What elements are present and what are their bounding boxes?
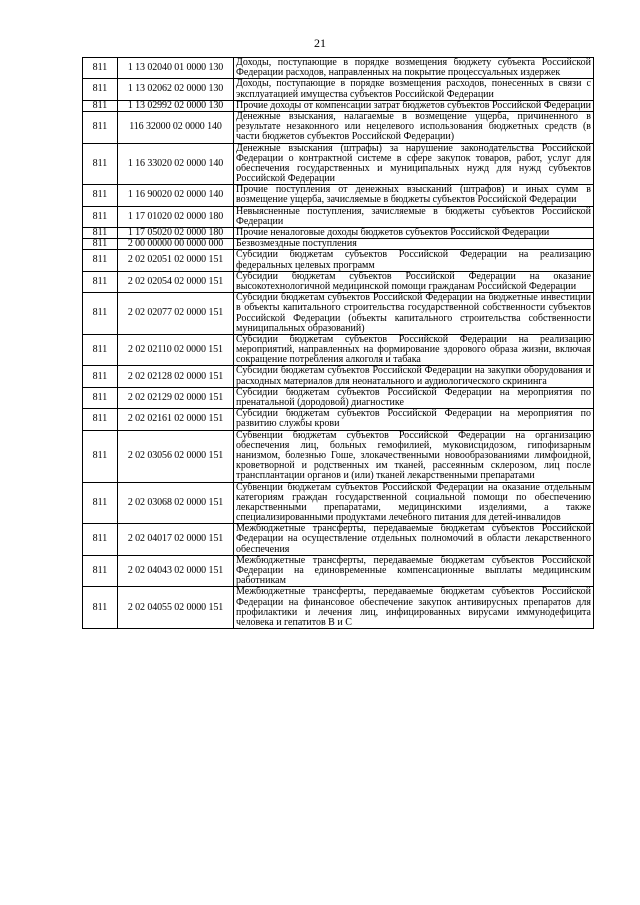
budget-code-cell: 2 02 02054 02 0000 151 — [118, 271, 234, 292]
table-row — [83, 111, 594, 143]
admin-code-cell: 811 — [83, 587, 118, 629]
table-row — [83, 387, 594, 408]
table-row — [83, 293, 594, 335]
budget-code-cell: 2 02 02161 02 0000 151 — [118, 409, 234, 430]
table-body — [83, 58, 594, 629]
revenue-name-cell: Субвенции бюджетам субъектов Российской Федерации на оказание отдельным категориям граждан государственной социальной помощи по обеспечению лекарственными препаратами, медицинскими изделиями, а также специализированными продуктами лечебного питания для детей-инвалидов — [234, 482, 594, 524]
admin-code-cell: 811 — [83, 524, 118, 556]
revenue-name-cell: Субсидии бюджетам субъектов Российской Федерации на оказание высокотехнологичной медицинской помощи гражданам Российской Федерации — [234, 271, 594, 292]
revenue-name-cell: Невыясненные поступления, зачисляемые в бюджеты субъектов Российской Федерации — [234, 206, 594, 227]
revenue-name-cell: Субсидии бюджетам субъектов Российской Федерации на реализацию федеральных целевых программ — [234, 250, 594, 271]
revenue-name-cell: Субсидии бюджетам субъектов Российской Федерации на бюджетные инвестиции в объекты капитального строительства государственной собственности субъектов Российской Федерации (объекты капитального строительства собственности муниципальных образований) — [234, 293, 594, 335]
revenue-name-cell: Межбюджетные трансферты, передаваемые бюджетам субъектов Российской Федерации на финансовое обеспечение закупок антивирусных препаратов для профилактики и лечения лиц, инфицированных вирусами иммунодефицита человека и гепатитов В и С — [234, 587, 594, 629]
page-number: 21 — [314, 36, 326, 50]
revenue-name-cell: Доходы, поступающие в порядке возмещения бюджету субъекта Российской Федерации расходов, направленных на покрытие процессуальных издержек — [234, 58, 594, 79]
budget-code-cell: 2 00 00000 00 0000 000 — [118, 239, 234, 250]
table-row — [83, 555, 594, 587]
revenue-name-cell: Субсидии бюджетам субъектов Российской Федерации на реализацию мероприятий, направленных на формирование здорового образа жизни, включая сокращение потребления алкоголя и табака — [234, 334, 594, 366]
admin-code-cell: 811 — [83, 185, 118, 206]
revenue-name-cell: Прочие неналоговые доходы бюджетов субъектов Российской Федерации — [234, 228, 594, 239]
table-row — [83, 58, 594, 79]
revenue-name-cell: Субвенции бюджетам субъектов Российской Федерации на организацию обеспечения лиц, больных гемофилией, муковисцидозом, гипофизарным нанизмом, болезнью Гоше, злокачественными новообразованиями лимфоидной, кроветворной и родственных им тканей, рассеянным склерозом, лиц после трансплантации органов и (или) тканей лекарственными препаратами — [234, 430, 594, 482]
table-row — [83, 366, 594, 387]
revenue-name-cell: Субсидии бюджетам субъектов Российской Федерации на мероприятия по развитию службы крови — [234, 409, 594, 430]
budget-code-cell: 2 02 03056 02 0000 151 — [118, 430, 234, 482]
admin-code-cell: 811 — [83, 334, 118, 366]
admin-code-cell: 811 — [83, 250, 118, 271]
admin-code-cell: 811 — [83, 58, 118, 79]
table-row — [83, 250, 594, 271]
table-row — [83, 239, 594, 250]
budget-code-cell: 1 17 01020 02 0000 180 — [118, 206, 234, 227]
admin-code-cell: 811 — [83, 239, 118, 250]
revenue-name-cell: Межбюджетные трансферты, передаваемые бюджетам субъектов Российской Федерации на единовременные компенсационные выплаты медицинским работникам — [234, 555, 594, 587]
revenue-name-cell: Субсидии бюджетам субъектов Российской Федерации на мероприятия по пренатальной (дородовой) диагностике — [234, 387, 594, 408]
table-row — [83, 334, 594, 366]
revenue-name-cell: Безвозмездные поступления — [234, 239, 594, 250]
table-row — [83, 185, 594, 206]
table-row — [83, 79, 594, 100]
budget-code-cell: 116 32000 02 0000 140 — [118, 111, 234, 143]
revenue-codes-table — [82, 57, 594, 629]
table-row — [83, 587, 594, 629]
admin-code-cell: 811 — [83, 366, 118, 387]
admin-code-cell: 811 — [83, 100, 118, 111]
budget-code-cell: 2 02 02128 02 0000 151 — [118, 366, 234, 387]
admin-code-cell: 811 — [83, 228, 118, 239]
revenue-name-cell: Субсидии бюджетам субъектов Российской Федерации на закупки оборудования и расходных материалов для неонатального и аудиологического скрининга — [234, 366, 594, 387]
table-row — [83, 524, 594, 556]
budget-code-cell: 1 17 05020 02 0000 180 — [118, 228, 234, 239]
budget-code-cell: 2 02 02110 02 0000 151 — [118, 334, 234, 366]
budget-code-cell: 2 02 02077 02 0000 151 — [118, 293, 234, 335]
table-row — [83, 430, 594, 482]
budget-code-cell: 2 02 04055 02 0000 151 — [118, 587, 234, 629]
admin-code-cell: 811 — [83, 111, 118, 143]
revenue-name-cell: Прочие доходы от компенсации затрат бюджетов субъектов Российской Федерации — [234, 100, 594, 111]
revenue-name-cell: Прочие поступления от денежных взысканий (штрафов) и иных сумм в возмещение ущерба, зачисляемые в бюджеты субъектов Российской Федерации — [234, 185, 594, 206]
budget-code-cell: 1 16 90020 02 0000 140 — [118, 185, 234, 206]
budget-code-cell: 2 02 04043 02 0000 151 — [118, 555, 234, 587]
revenue-name-cell: Денежные взыскания, налагаемые в возмещение ущерба, причиненного в результате незаконного или нецелевого использования бюджетных средств (в части бюджетов субъектов Российской Федерации) — [234, 111, 594, 143]
budget-code-cell: 2 02 03068 02 0000 151 — [118, 482, 234, 524]
admin-code-cell: 811 — [83, 430, 118, 482]
budget-code-cell: 1 16 33020 02 0000 140 — [118, 143, 234, 185]
revenue-name-cell: Межбюджетные трансферты, передаваемые бюджетам субъектов Российской Федерации на осуществление отдельных полномочий в области лекарственного обеспечения — [234, 524, 594, 556]
table-row — [83, 409, 594, 430]
budget-code-cell: 2 02 02051 02 0000 151 — [118, 250, 234, 271]
admin-code-cell: 811 — [83, 387, 118, 408]
table-row — [83, 206, 594, 227]
revenue-name-cell: Доходы, поступающие в порядке возмещения расходов, понесенных в связи с эксплуатацией имущества субъектов Российской Федерации — [234, 79, 594, 100]
admin-code-cell: 811 — [83, 555, 118, 587]
admin-code-cell: 811 — [83, 79, 118, 100]
table-row — [83, 482, 594, 524]
revenue-name-cell: Денежные взыскания (штрафы) за нарушение законодательства Российской Федерации о контрактной системе в сфере закупок товаров, работ, услуг для обеспечения государственных и муниципальных нужд для нужд субъектов Российской Федерации — [234, 143, 594, 185]
admin-code-cell: 811 — [83, 482, 118, 524]
table-row — [83, 228, 594, 239]
table-row — [83, 143, 594, 185]
budget-code-cell: 2 02 02129 02 0000 151 — [118, 387, 234, 408]
budget-code-cell: 1 13 02992 02 0000 130 — [118, 100, 234, 111]
admin-code-cell: 811 — [83, 143, 118, 185]
admin-code-cell: 811 — [83, 271, 118, 292]
budget-code-cell: 2 02 04017 02 0000 151 — [118, 524, 234, 556]
budget-code-cell: 1 13 02040 01 0000 130 — [118, 58, 234, 79]
admin-code-cell: 811 — [83, 206, 118, 227]
budget-code-cell: 1 13 02062 02 0000 130 — [118, 79, 234, 100]
admin-code-cell: 811 — [83, 409, 118, 430]
admin-code-cell: 811 — [83, 293, 118, 335]
table-row — [83, 271, 594, 292]
table-row — [83, 100, 594, 111]
